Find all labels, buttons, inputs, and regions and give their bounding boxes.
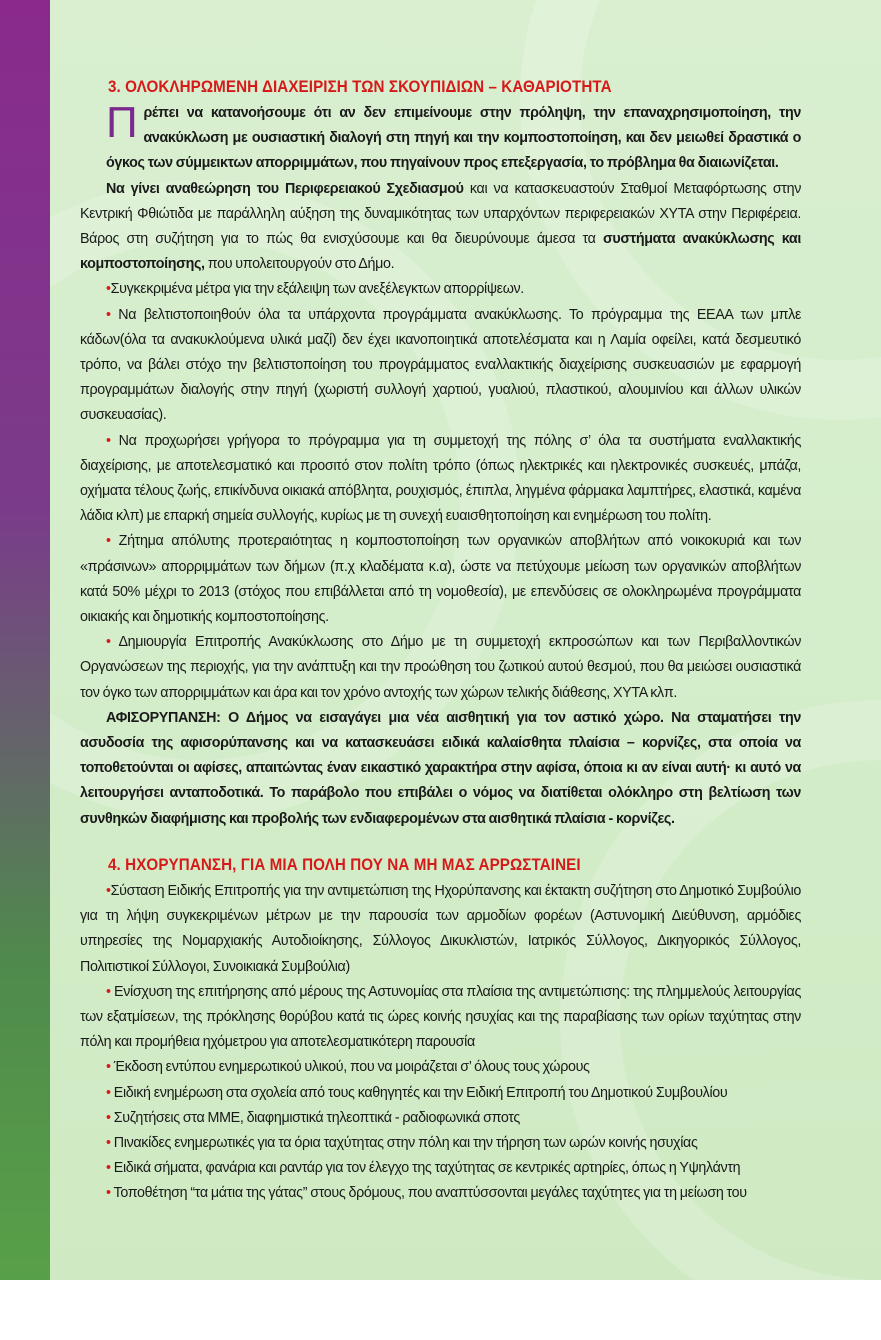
list-item: • Ειδική ενημέρωση στα σχολεία από τους καθηγητές και την Ειδική Επιτροπή του Δημοτικού Συμβουλίου — [106, 1084, 728, 1101]
section4-heading: 4. ΗΧΟΡΥΠΑΝΣΗ, ΓΙΑ ΜΙΑ ΠΟΛΗ ΠΟΥ ΝΑ ΜΗ ΜΑΣ ΑΡΡΩΣΤΑΙΝΕΙ — [108, 855, 581, 874]
list-item: •Σύσταση Ειδικής Επιτροπής για την αντιμετώπιση της Ηχορύπανσης και έκτακτη συζήτηση στο Δημοτικό Συμβούλιο για τη λήψη συγκεκριμένων μέτρων με την παρουσία των αρμοδίων φορέων (Αστυνομική Διεύθυνση, αρμόδιες υπηρεσίες της Νομαρχιακής Αυτοδιοίκησης, Σύλλογος Δικυκλιστών, Ιατρικός Σύλλογος, Δικηγορικός Σύλλογος, Πολιτιστικοί Σύλλογοι, Συνοικιακά Συμβούλια) — [80, 882, 801, 975]
section3-heading: 3. ΟΛΟΚΛΗΡΩΜΕΝΗ ΔΙΑΧΕΙΡΙΣΗ ΤΩΝ ΣΚΟΥΠΙΔΙΩΝ – ΚΑΘΑΡΙΟΤΗΤΑ — [108, 78, 612, 96]
list-item: • Τοποθέτηση “τα μάτια της γάτας” στους δρόμους, που αναπτύσσονται μεγάλες ταχύτητες για τη μείωση του — [106, 1185, 747, 1202]
list-item: • Πινακίδες ενημερωτικές για τα όρια ταχύτητας στην πόλη και την τήρηση των ωρών κοινής ησυχίας — [106, 1134, 698, 1151]
list-item: • Ειδικά σήματα, φανάρια και ραντάρ για τον έλεγχο της ταχύτητας σε κεντρικές αρτηρίες, όπως η Υψηλάντη — [106, 1160, 741, 1177]
list-item: •Συγκεκριμένα μέτρα για την εξάλειψη των ανεξέλεγκτων απορρίψεων. — [106, 281, 524, 298]
list-item: • Συζητήσεις στα ΜΜΕ, διαφημιστικά τηλεοπτικά - ραδιοφωνικά σποτς — [106, 1109, 520, 1126]
dropcap: Π — [106, 98, 138, 147]
list-item: • Να προχωρήσει γρήγορα το πρόγραμμα για τη συμμετοχή της πόλης σ’ όλα τα συστήματα εναλλακτικής διαχείρισης, με αποτελεσματικό και προσιτό στον πολίτη τρόπο (όπως ηλεκτρικές και ηλεκτρονικές συσκευές, μπάζα, οχήματα τέλους ζωής, επικίνδυνα οικιακά απόβλητα, ρουχισμός, έπιπλα, ληγμένα φάρμακα λαμπτήρες, ελαστικά, καμένα λάδια κλπ) με επαρκή σημεία συλλογής, κυρίως με τη συνεχή ευαισθητοποίηση και ενημέρωση του πολίτη. — [80, 432, 801, 525]
document-content — [80, 78, 801, 1207]
section3-paragraph: Να γίνει αναθεώρηση του Περιφερειακού Σχεδιασμού και να κατασκευαστούν Σταθμοί Μεταφόρτωσης στην Κεντρική Φθιώτιδα με παράλληλη αύξηση της δυναμικότητας των υπαρχόντων περιφερειακών ΧΥΤΑ στην Περιφέρεια. Βάρος στη συζήτηση για το πώς θα ενισχύσουμε και θα διευρύνουμε άμεσα τα συστήματα ανακύκλωσης και κομποστοποίησης, που υπολειτουργούν στο Δήμο. — [80, 180, 802, 273]
color-sidebar — [0, 0, 50, 1280]
list-item: • Να βελτιστοποιηθούν όλα τα υπάρχοντα προγράμματα ανακύκλωσης. Το πρόγραμμα της ΕΕΑΑ των μπλε κάδων(όλα τα ανακυκλούμενα υλικά μαζί) δεν έχει ικανοποιητικά αποτελέσματα και η Λαμία οφείλει, κατά δεσμευτικό τρόπο, να βάλει στόχο την βελτιστοποίηση του προγράμματος εναλλακτικής διαχείρισης συσκευασιών με εφαρμογή προγραμμάτων διαλογής στην πηγή (χωριστή συλλογή χαρτιού, γυαλιού, πλαστικού, αλουμινίου και άλλων υλικών συσκευασίας). — [80, 306, 801, 424]
afisorypansi-paragraph: ΑΦΙΣΟΡΥΠΑΝΣΗ: Ο Δήμος να εισαγάγει μια νέα αισθητική για τον αστικό χώρο. Να σταματήσει την ασυδοσία της αφισορύπανσης και να κατασκευάσει ειδικά καλαίσθητα πλαίσια – κορνίζες, στα οποία να τοποθετούνται οι αφίσες, απαιτώντας έναν εικαστικό χαρακτήρα στην αφίσα, όποια κι αν είναι αυτή· κι αυτό να λειτουργήσει ανταποδοτικά. Το παράβολο που επιβάλει ο νόμος να διατίθεται ολόκληρο στη βελτίωση των συνθηκών διαφήμισης και προβολής των ενδιαφερομένων στα αισθητικά πλαίσια - κορνίζες. — [80, 709, 801, 827]
list-item: • Ζήτημα απόλυτης προτεραιότητας η κομποστοποίηση των οργανικών αποβλήτων από νοικοκυριά και των «πράσινων» απορριμμάτων των δήμων (π.χ κλαδέματα κ.α), ώστε να πετύχουμε μείωση των οργανικών αποβλήτων κατά 50% μέχρι το 2013 (στόχος που επιβάλλεται από τη νομοθεσία), με επενδύσεις σε ολοκληρωμένα προγράμματα οικιακής και δημοτικής κομποστοποίησης. — [80, 533, 801, 626]
section-gap — [80, 832, 801, 856]
list-item: • Ενίσχυση της επιτήρησης από μέρους της Αστυνομίας στα πλαίσια της αντιμετώπισης: της πλημμελούς λειτουργίας των εξατμίσεων, της πρόκλησης θορύβου κατά τις ώρες κοινής ησυχίας και της παραβίασης των ορίων ταχύτητας στην πόλη και προμήθεια ηχόμετρου για αποτελεσματικότερη παρουσία — [80, 983, 801, 1051]
list-item: • Δημιουργία Επιτροπής Ανακύκλωσης στο Δήμο με τη συμμετοχή εκπροσώπων και των Περιβαλλοντικών Οργανώσεων της περιοχής, για την ανάπτυξη και την προώθηση του ζωτικού αυτού θεσμού, που θα μειώσει ουσιαστικά τον όγκο των απορριμμάτων και άρα και τον χρόνο αντοχής των χώρων τελικής διάθεσης, ΧΥΤΑ κλπ. — [80, 634, 801, 701]
section3-intro: Πρέπει να κατανοήσουμε ότι αν δεν επιμείνουμε στην πρόληψη, την επαναχρησιμοποίηση, την ανακύκλωση με ουσιαστική διαλογή στη πηγή και την κομποστοποίηση, και δεν μειωθεί δραστικά ο όγκος των σύμμεικτων απορριμμάτων, που πηγαίνουν προς επεξεργασία, το πρόβλημα θα διαιωνίζεται. — [106, 98, 801, 172]
list-item: • Έκδοση εντύπου ενημερωτικού υλικού, που να μοιράζεται σ’ όλους τους χώρους — [106, 1059, 590, 1076]
